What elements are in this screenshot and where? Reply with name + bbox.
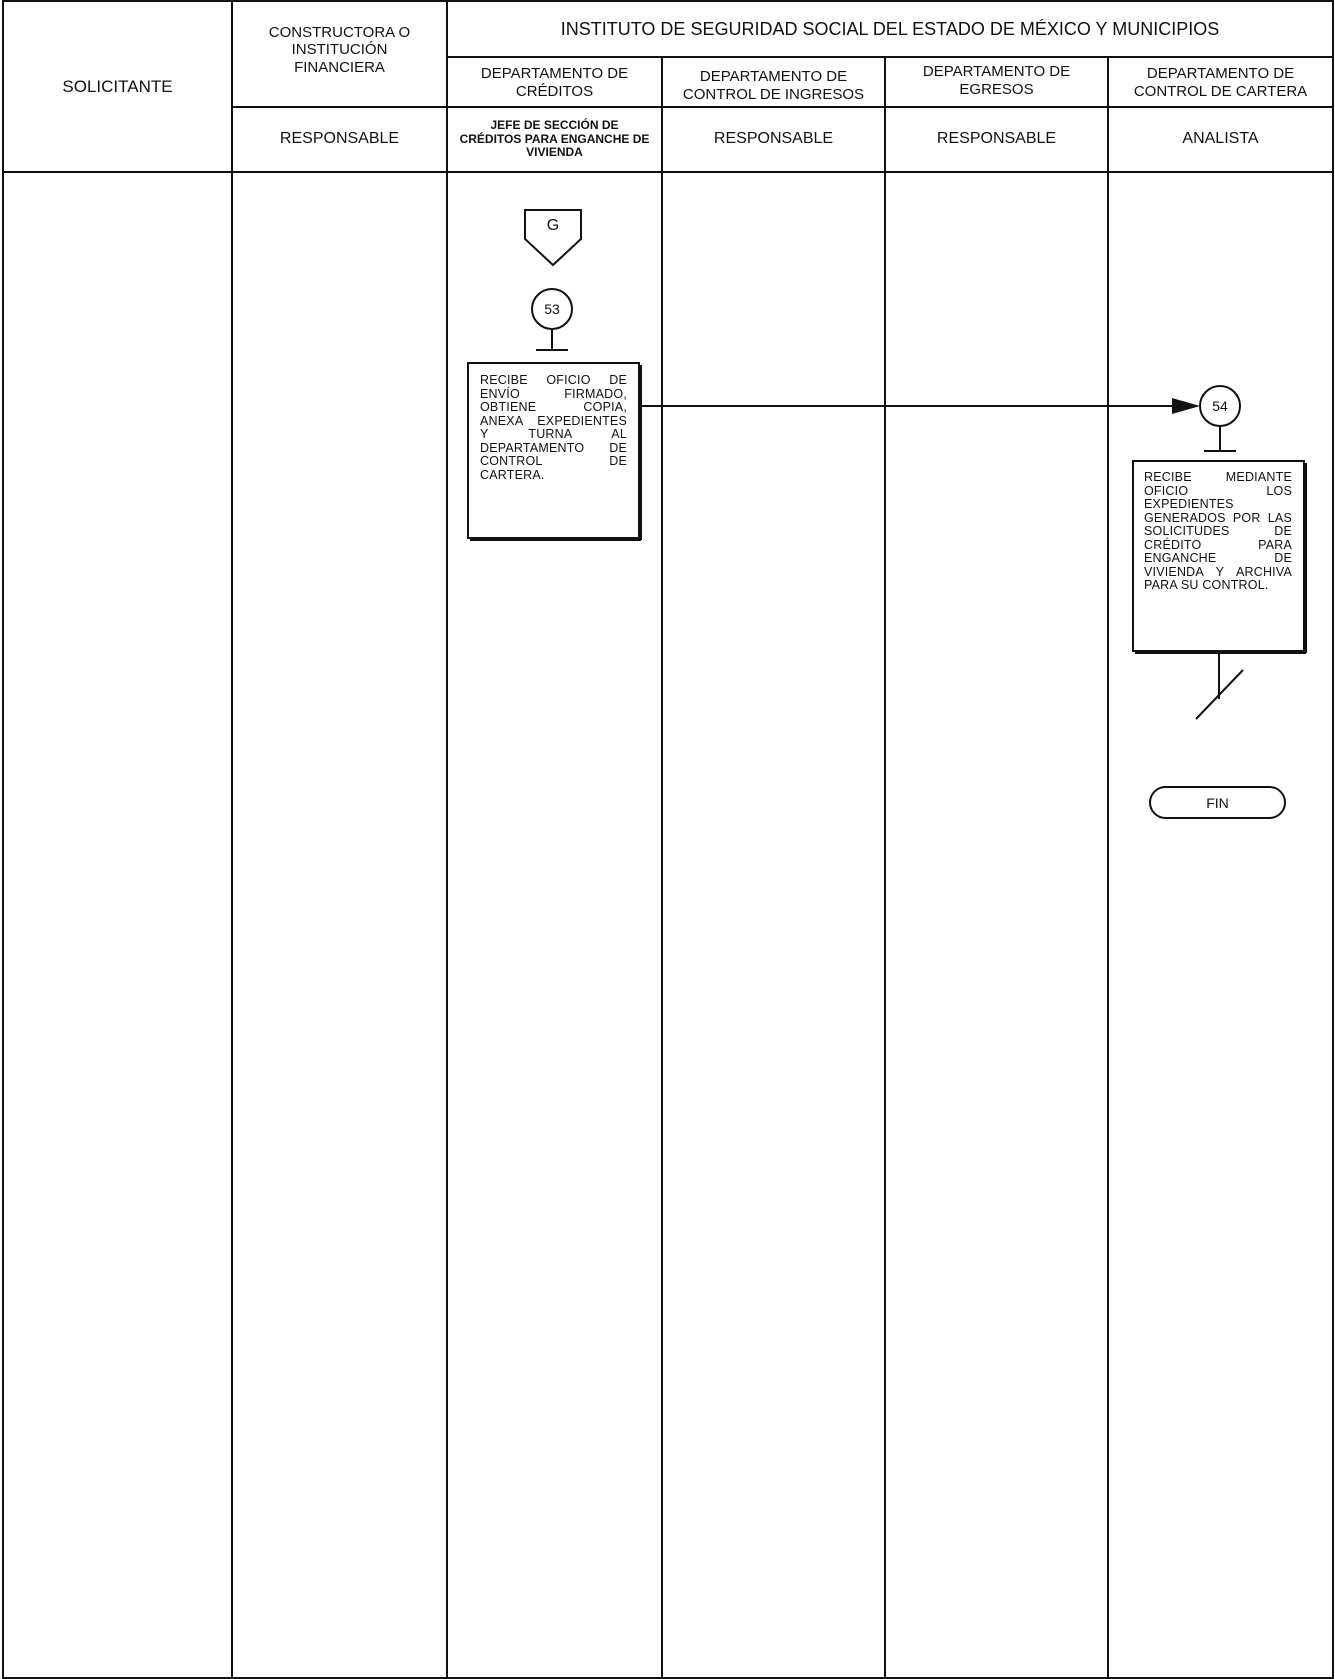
constructora-header: CONSTRUCTORA O INSTITUCIÓN FINANCIERA [268, 24, 411, 76]
solicitante-header: SOLICITANTE [62, 77, 173, 97]
step-53-text: RECIBE OFICIO DE ENVÍO FIRMADO, OBTIENE COPIA, ANEXA EXPEDIENTES Y TURNA AL DEPARTAMENTO DE CONTROL DE CARTERA. [480, 373, 627, 482]
dept-ingresos-header: DEPARTAMENTO DE CONTROL DE INGRESOS [682, 68, 865, 103]
step-54-number: 54 [1212, 398, 1228, 414]
step-54-text: RECIBE MEDIANTE OFICIO LOS EXPEDIENTES GENERADOS POR LAS SOLICITUDES DE CRÉDITO PARA ENGANCHE DE VIVIENDA Y ARCHIVA PARA SU CONTROL. [1144, 470, 1292, 592]
dept-creditos-header: DEPARTAMENTO DE CRÉDITOS [480, 65, 629, 100]
institute-title: INSTITUTO DE SEGURIDAD SOCIAL DEL ESTADO DE MÉXICO Y MUNICIPIOS [560, 19, 1220, 40]
dept-creditos-role: JEFE DE SECCIÓN DE CRÉDITOS PARA ENGANCHE DE VIVIENDA [459, 117, 650, 160]
step-53-number: 53 [544, 301, 560, 317]
constructora-role: RESPONSABLE [279, 130, 400, 148]
dept-egresos-role: RESPONSABLE [936, 130, 1057, 148]
offpage-connector-label: G [546, 217, 560, 234]
dept-ingresos-role: RESPONSABLE [713, 130, 834, 148]
table-frame [3, 1, 1333, 1678]
dept-cartera-role: ANALISTA [1182, 130, 1259, 148]
dept-egresos-header: DEPARTAMENTO DE EGRESOS [922, 63, 1071, 98]
end-terminator-label: FIN [1206, 794, 1229, 811]
dept-cartera-header: DEPARTAMENTO DE CONTROL DE CARTERA [1133, 65, 1308, 100]
flow-arrow-head [1172, 398, 1200, 414]
